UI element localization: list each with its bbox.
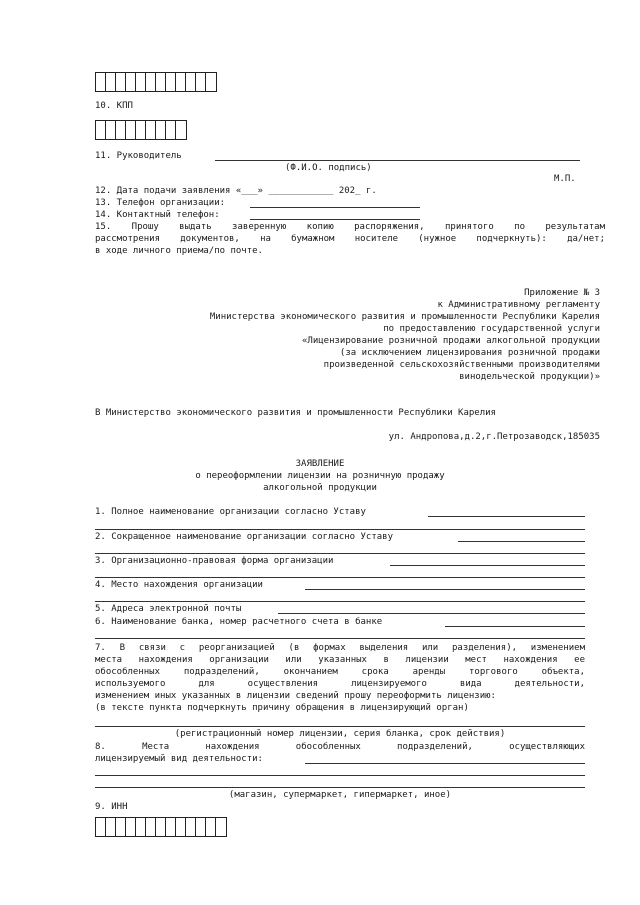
item2-field-cont[interactable] [95, 553, 585, 554]
license-field[interactable] [95, 726, 585, 727]
document-subtitle-2: алкогольной продукции [263, 483, 377, 493]
item3-field-cont[interactable] [95, 577, 585, 578]
document-heading: ЗАЯВЛЕНИЕ [295, 459, 345, 469]
shop-caption: (магазин, супермаркет, гипермаркет, иное) [228, 790, 452, 800]
item8-line-2: лицензируемый вид деятельности: [95, 754, 263, 764]
stamp-label: М.П. [554, 174, 576, 184]
appendix-line-6: (за исключением лицензирования розничной продажи [339, 348, 600, 358]
item8-field-cont-1[interactable] [95, 775, 585, 776]
item8-field-cont-2[interactable] [95, 787, 585, 788]
phone-org-line[interactable] [250, 207, 420, 208]
item4-field[interactable] [305, 589, 585, 590]
item6-label: 6. Наименование банка, номер расчетного счета в банке [95, 617, 383, 627]
item5-field[interactable] [278, 613, 585, 614]
appendix-line-5: «Лицензирование розничной продажи алкогольной продукции [301, 336, 600, 346]
item1-field[interactable] [428, 516, 585, 517]
appendix-line-2: к Административному регламенту [437, 300, 600, 310]
item1-field-cont[interactable] [95, 529, 585, 530]
recipient: В Министерство экономического развития и промышленности Республики Карелия [95, 408, 496, 418]
head-label: 11. Руководитель [95, 151, 182, 161]
item15-line2: рассмотрения документов, на бумажном носителе (нужное подчеркнуть): да/нет; [95, 234, 605, 244]
kpp-label: 10. КПП [95, 101, 133, 111]
item7-line-4: используемого для осуществления лицензируемого вида деятельности, [95, 679, 585, 689]
item4-label: 4. Место нахождения организации [95, 580, 263, 590]
item8-field[interactable] [305, 763, 585, 764]
item7-line-5: изменением иных указанных в лицензии сведений прошу переоформить лицензию: [95, 691, 496, 701]
appendix-line-1: Приложение № 3 [524, 288, 600, 298]
item9-label: 9. ИНН [95, 802, 128, 812]
top-code-boxes[interactable] [95, 72, 217, 92]
address: ул. Андропова,д.2,г.Петрозаводск,185035 [388, 432, 600, 442]
appendix-line-8: винодельческой продукции)» [459, 372, 600, 382]
item15-line1: 15. Прошу выдать заверенную копию распоряжения, принятого по результатам [95, 222, 605, 232]
kpp-boxes[interactable] [95, 120, 187, 140]
document-subtitle-1: о переоформлении лицензии на розничную продажу [195, 471, 445, 481]
appendix-line-7: произведенной сельскохозяйственными производителями [323, 360, 600, 370]
item15-line3: в ходе личного приема/по почте. [95, 246, 263, 256]
license-caption: (регистрационный номер лицензии, серия бланка, срок действия) [174, 729, 506, 739]
item8-line-1: 8. Места нахождения обособленных подразделений, осуществляющих [95, 742, 585, 752]
signature-caption: (Ф.И.О. подпись) [285, 163, 372, 173]
item2-field[interactable] [458, 541, 585, 542]
item7-line-3: обособленных подразделений, окончанием срока аренды торгового объекта, [95, 667, 585, 677]
item6-field[interactable] [445, 626, 585, 627]
head-signature-line[interactable] [215, 160, 580, 161]
contact-phone-line[interactable] [250, 219, 420, 220]
phone-org-label: 13. Телефон организации: [95, 198, 226, 208]
item7-line-1: 7. В связи с реорганизацией (в формах выделения или разделения), изменением [95, 643, 585, 653]
item6-field-cont[interactable] [95, 638, 585, 639]
item7-note: (в тексте пункта подчеркнуть причину обращения в лицензирующий орган) [95, 703, 469, 713]
item7-line-2: места нахождения организации или указанных в лицензии мест нахождения ее [95, 655, 585, 665]
item5-label: 5. Адреса электронной почты [95, 604, 242, 614]
appendix-line-4: по предоставлению государственной услуги [383, 324, 600, 334]
item1-label: 1. Полное наименование организации согласно Уставу [95, 507, 366, 517]
contact-phone-label: 14. Контактный телефон: [95, 210, 220, 220]
appendix-line-3: Министерства экономического развития и промышленности Республики Карелия [209, 312, 600, 322]
item3-field[interactable] [390, 565, 585, 566]
inn-boxes[interactable] [95, 817, 227, 837]
date-label: 12. Дата подачи заявления «___» ____________ 202_ г. [95, 186, 377, 196]
item2-label: 2. Сокращенное наименование организации согласно Уставу [95, 532, 394, 542]
item3-label: 3. Организационно-правовая форма организации [95, 556, 334, 566]
item4-field-cont[interactable] [95, 601, 585, 602]
